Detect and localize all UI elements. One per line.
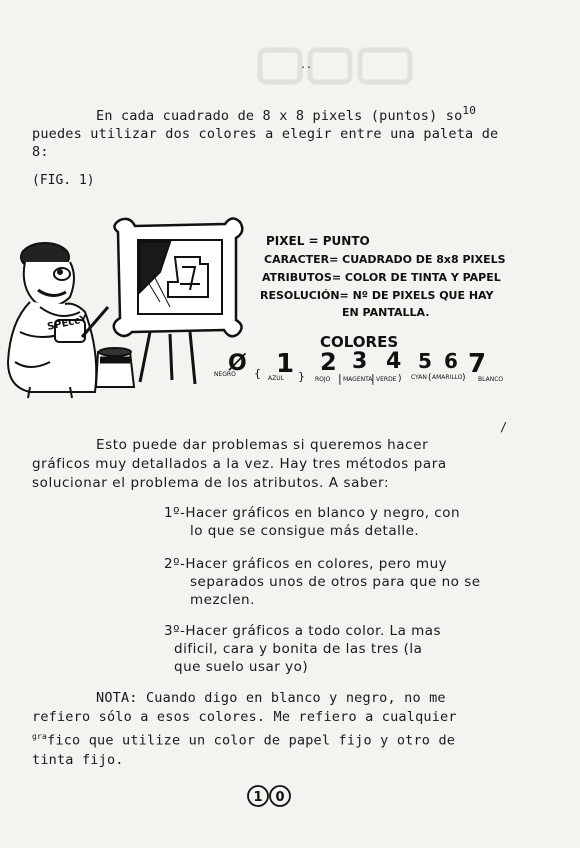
caption-line-3: ATRIBUTOS= COLOR DE TINTA Y PAPEL	[262, 271, 501, 284]
svg-text:): )	[462, 373, 466, 383]
digit-2: 2	[320, 348, 337, 376]
color-name-5: CYAN	[411, 374, 427, 381]
method-1-number: 1º	[164, 505, 180, 521]
svg-text:(: (	[428, 373, 432, 383]
note-line-1: NOTA: Cuando digo en blanco y negro, no me	[96, 690, 446, 706]
colors-title: COLORES	[320, 333, 399, 351]
figure-caption	[260, 234, 506, 319]
svg-text:|: |	[371, 372, 375, 385]
figure-label: (FIG. 1)	[32, 173, 95, 188]
method-1-line-2: lo que se consigue más detalle.	[190, 523, 420, 539]
note-line-4: tinta fijo.	[32, 751, 124, 768]
page-ref: 10	[462, 104, 477, 117]
page-number	[246, 783, 292, 813]
method-3-line-3: que suelo usar yo)	[174, 659, 309, 675]
body-line-2: gráficos muy detallados a la vez. Hay tres métodos para	[32, 456, 447, 472]
svg-text:): )	[398, 374, 402, 384]
svg-text:{: {	[254, 367, 261, 380]
stray-mark: /	[500, 420, 508, 434]
intro-line-3: 8:	[32, 144, 49, 160]
page-digit-2: 0	[275, 790, 285, 805]
caption-line-5: EN PANTALLA.	[342, 306, 430, 319]
note-paragraph	[32, 689, 552, 770]
note-line-3-prefix: gra	[32, 732, 48, 741]
method-2-number: 2º	[164, 556, 180, 572]
svg-text:|: |	[338, 372, 342, 385]
color-name-6: AMARILLO	[432, 374, 463, 381]
color-name-4: VERDE	[376, 376, 397, 383]
caption-line-2: CARACTER= CUADRADO DE 8x8 PIXELS	[264, 253, 506, 266]
method-3	[164, 622, 524, 676]
easel-frame	[114, 218, 243, 384]
digit-5: 5	[418, 349, 432, 373]
digit-0: Ø	[228, 351, 247, 376]
caption-line-4: RESOLUCIÓN= Nº DE PIXELS QUE HAY	[260, 289, 494, 302]
caption-line-1: PIXEL = PUNTO	[266, 234, 370, 248]
color-name-0: NEGRO	[214, 371, 236, 378]
page-digit-1: 1	[253, 790, 263, 805]
intro-line-2: puedes utilizar dos colores a elegir entre una paleta de	[32, 126, 499, 142]
digit-6: 6	[444, 349, 458, 373]
method-2-line-3: mezclen.	[190, 592, 255, 608]
method-1	[164, 504, 524, 540]
digit-7: 7	[468, 349, 487, 379]
color-name-7: BLANCO	[478, 376, 504, 383]
method-2	[164, 555, 524, 609]
color-name-1: AZUL	[268, 375, 284, 382]
intro-line-1: En cada cuadrado de 8 x 8 pixels (puntos) so	[96, 108, 463, 124]
color-name-3: MAGENTA	[343, 376, 373, 383]
digit-1: 1	[276, 349, 295, 379]
method-1-line-1: -Hacer gráficos en blanco y negro, con	[179, 505, 461, 521]
body-line-3: solucionar el problema de los atributos. A saber:	[32, 475, 390, 491]
note-line-3: fico que utilize un color de papel fijo y otro de	[47, 732, 456, 749]
digit-4: 4	[386, 349, 402, 374]
method-2-line-1: -Hacer gráficos en colores, pero muy	[179, 556, 448, 572]
body-line-1: Esto puede dar problemas si queremos hacer	[96, 437, 429, 453]
method-3-line-2: dificil, cara y bonita de las tres (la	[174, 641, 423, 657]
show-through-heading	[250, 40, 430, 90]
method-2-line-2: separados unos de otros para que no se	[190, 574, 481, 590]
note-line-2: refiero sólo a esos colores. Me refiero a cualquier	[32, 709, 457, 725]
character-name: SPEccY	[46, 313, 89, 333]
figure-illustration	[0, 212, 560, 402]
svg-text:}: }	[298, 370, 305, 383]
method-3-number: 3º	[164, 623, 180, 639]
body-paragraph	[32, 436, 552, 493]
method-3-line-1: -Hacer gráficos a todo color. La mas	[179, 623, 442, 639]
digit-3: 3	[352, 349, 368, 374]
top-dots: ..	[300, 60, 313, 71]
intro-paragraph	[32, 102, 552, 161]
color-name-2: ROJO	[315, 376, 331, 383]
